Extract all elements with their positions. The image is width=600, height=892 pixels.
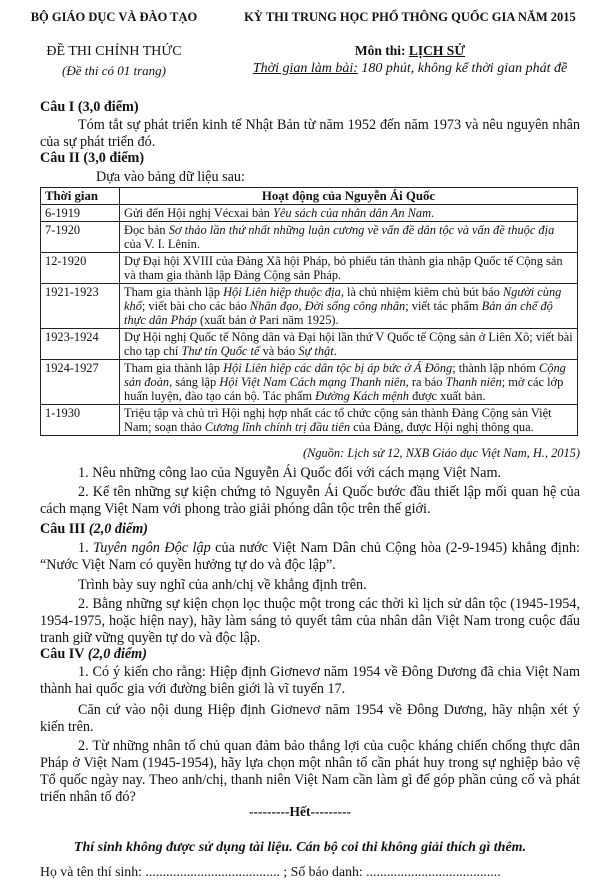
activity-italic: Yêu sách của nhân dân An Nam [272, 206, 432, 220]
q2-heading [40, 150, 144, 167]
exam-rules-note: Thí sinh không được sử dụng tài liệu. Cán bộ coi thi không giải thích gì thêm. [73, 840, 527, 855]
q2-item2: 2. Kể tên những sự kiện chứng tỏ Nguyễn Ái Quốc bước đầu thiết lập mối quan hệ của cách mạng Việt Nam với phong trào giải phóng dân tộc trên thế giới. [40, 484, 580, 517]
col-activity-header: Hoạt động của Nguyễn Ái Quốc [120, 188, 578, 205]
q3-item2: 2. Bằng những sự kiện chọn lọc thuộc một trong các thời kì lịch sử dân tộc (1945-1954, 1954-1975, hoặc hiện nay), hãy làm sáng tỏ quyết tâm của nhân dân Việt Nam trong cuộc đấu tranh giữ vững quyền tự do và độc lập. [40, 596, 580, 646]
q3-item1-text: của nước Việt Nam Dân chủ Cộng hòa (2-9-1945) khẳng định: “Nước Việt Nam có quyền hưởng tự do và độc lập”. [40, 540, 580, 573]
name-field[interactable]: ....................................... [145, 864, 280, 879]
col-time-header: Thời gian [41, 188, 120, 205]
subject-line [220, 43, 600, 59]
q4-item2: 2. Từ những nhân tố chủ quan đảm bảo thắng lợi của cuộc kháng chiến chống thực dân Pháp ở Việt Nam (1945-1954), hãy lựa chọn một nhân tố cần phát huy trong sự nghiệp bảo vệ Tổ quốc ngày nay. Theo anh/chị, thanh niên Việt Nam cần làm gì để góp phần củng cố và phát triển nhân tố đó? [40, 738, 580, 805]
activity-text: , là chủ nhiệm kiêm chủ bút báo [340, 285, 503, 299]
q2-intro: Dựa vào bảng dữ liệu sau: [96, 169, 245, 185]
header-left [4, 10, 224, 79]
row-activity [120, 405, 578, 436]
candidate-info [40, 864, 501, 880]
sbd-field[interactable]: ....................................... [366, 864, 501, 879]
activity-italic: Hội Liên hiệp các dân tộc bị áp bức ở Á Đông [223, 361, 453, 375]
activity-text: Triệu tập và chủ trì Hội nghị hợp nhất các tổ chức cộng sản thành Đảng Cộng sản Việt Nam; soạn thảo [124, 406, 552, 434]
activity-text: Đọc bản [124, 223, 169, 237]
activity-text: Gửi đến Hội nghị Vécxai bản [124, 206, 273, 220]
row-activity [120, 205, 578, 222]
subject-name: LỊCH SỬ [408, 43, 466, 58]
table-row [41, 222, 578, 253]
time-label: Thời gian làm bài: [252, 61, 358, 76]
sbd-label: Số báo danh: [290, 864, 367, 879]
q3-item1-italic: Tuyên ngôn Độc lập [93, 540, 211, 556]
activity-italic: Thư tín Quốc tế [181, 344, 260, 358]
q1-text: Tóm tắt sự phát triển kinh tế Nhật Bản từ năm 1952 đến năm 1973 và nêu nguyên nhân của sự phát triển đó. [40, 117, 580, 150]
activity-italic: Sự thật [298, 344, 334, 358]
table-row [41, 329, 578, 360]
table-row [41, 253, 578, 284]
exam-title: KỲ THI TRUNG HỌC PHỔ THÔNG QUỐC GIA NĂM 2015 [244, 10, 576, 24]
activity-text: Tham gia thành lập [124, 361, 224, 375]
q4-item1: 1. Có ý kiến cho rằng: Hiệp định Giơnevơ năm 1954 về Đông Dương đã chia Việt Nam thành hai quốc gia với đường biên giới là vĩ tuyến 17. [40, 664, 580, 697]
activity-italic: Đường Kách mệnh [315, 389, 409, 403]
field-separator: ; [279, 864, 291, 879]
activity-italic: Sơ thảo lần thứ nhất những luận cương về vấn đề dân tộc và vấn đề thuộc địa [168, 223, 555, 237]
end-marker: ---------Hết--------- [249, 804, 351, 819]
name-label: Họ và tên thí sinh: [40, 864, 146, 879]
row-time: 6-1919 [41, 205, 120, 222]
row-activity [120, 329, 578, 360]
activity-text: ; thành lập nhóm [452, 361, 539, 375]
activity-italic: Bản án chế độ thực dân Pháp [124, 299, 553, 327]
time-line [220, 61, 600, 77]
q3-score: (2,0 điểm) [88, 521, 148, 537]
q1-heading [40, 99, 139, 116]
activity-italic: Người cùng khổ [124, 285, 562, 313]
activity-text: , sáng lập [169, 375, 220, 389]
activity-text: được xuất bản. [408, 389, 486, 403]
ministry-name: BỘ GIÁO DỤC VÀ ĐÀO TẠO [30, 10, 198, 24]
table-row [41, 360, 578, 405]
q3-item1-b: Trình bày suy nghĩ của anh/chị về khẳng định trên. [78, 577, 367, 593]
table-row [41, 284, 578, 329]
q4-score: (2,0 điểm) [87, 646, 147, 662]
activity-text: . [431, 206, 435, 220]
activity-italic: Thanh niên [445, 375, 502, 389]
table-header-row [41, 188, 578, 205]
table-row [41, 205, 578, 222]
page-count: (Đề thi có 01 trang) [62, 63, 166, 78]
activity-italic: Cộng sản đoàn [124, 361, 566, 389]
q3-item1 [40, 540, 580, 574]
row-time: 1924-1927 [41, 360, 120, 405]
row-time: 1923-1924 [41, 329, 120, 360]
activity-text: ; viết tác phẩm [405, 299, 482, 313]
table-source: (Nguồn: Lịch sử 12, NXB Giáo dục Việt Nam, H., 2015) [302, 446, 580, 460]
activity-text: của V. I. Lênin. [124, 237, 200, 251]
row-time: 12-1920 [41, 253, 120, 284]
subject-label: Môn thi: [354, 43, 406, 58]
row-time: 7-1920 [41, 222, 120, 253]
q1-title: Câu I [40, 99, 75, 115]
activity-text: , ra báo [405, 375, 446, 389]
activity-italic: Cương lĩnh chính trị đầu tiên [204, 420, 351, 434]
activity-italic: Hội Việt Nam Cách mạng Thanh niên [219, 375, 406, 389]
activity-text: ; mở các lớp huấn luyện, đào tạo cán bộ. Tác phẩm [124, 375, 564, 403]
row-time: 1-1930 [41, 405, 120, 436]
row-activity: Dự Đại hội XVIII của Đảng Xã hội Pháp, bỏ phiếu tán thành gia nhập Quốc tế Cộng sản và tham gia thành lập Đảng Cộng sản Pháp. [120, 253, 578, 284]
activity-text: ; viết bài cho các báo [141, 299, 250, 313]
activity-text: . [333, 344, 337, 358]
q2-title: Câu II [40, 150, 80, 166]
history-table [40, 187, 578, 436]
q2-score: (3,0 điểm) [83, 150, 145, 166]
q3-title: Câu III [40, 521, 86, 537]
row-activity [120, 284, 578, 329]
activity-text: (xuất bản ở Pari năm 1925). [196, 313, 339, 327]
row-time: 1921-1923 [41, 284, 120, 329]
q3-item1-num: 1. [78, 540, 89, 556]
activity-text: và báo [259, 344, 299, 358]
activity-text: Dự Hội nghị Quốc tế Nông dân và Đại hội lần thứ V Quốc tế Cộng sản ở Liên Xô; viết bài cho tạp chí [124, 330, 573, 358]
row-activity [120, 222, 578, 253]
official-label: ĐỀ THI CHÍNH THỨC [46, 44, 182, 59]
q4-item1-b: Căn cứ vào nội dung Hiệp định Giơnevơ năm 1954 về Đông Dương, hãy nhận xét ý kiến trên. [40, 702, 580, 735]
header-right [220, 10, 600, 77]
q2-item1: 1. Nêu những công lao của Nguyễn Ái Quốc đối với cách mạng Việt Nam. [78, 465, 502, 481]
q4-heading [40, 646, 147, 663]
activity-text: của Đảng, được Hội nghị thông qua. [350, 420, 534, 434]
q1-score: (3,0 điểm) [77, 99, 139, 115]
row-activity [120, 360, 578, 405]
activity-italic: Hội Liên hiệp thuộc địa [223, 285, 341, 299]
q4-title: Câu IV [40, 646, 85, 662]
table-row [41, 405, 578, 436]
activity-italic: Nhân đạo, Đời sống công nhân [249, 299, 406, 313]
activity-text: Tham gia thành lập [124, 285, 224, 299]
q3-heading [40, 521, 148, 538]
time-value: 180 phút, không kể thời gian phát đề [361, 61, 568, 76]
